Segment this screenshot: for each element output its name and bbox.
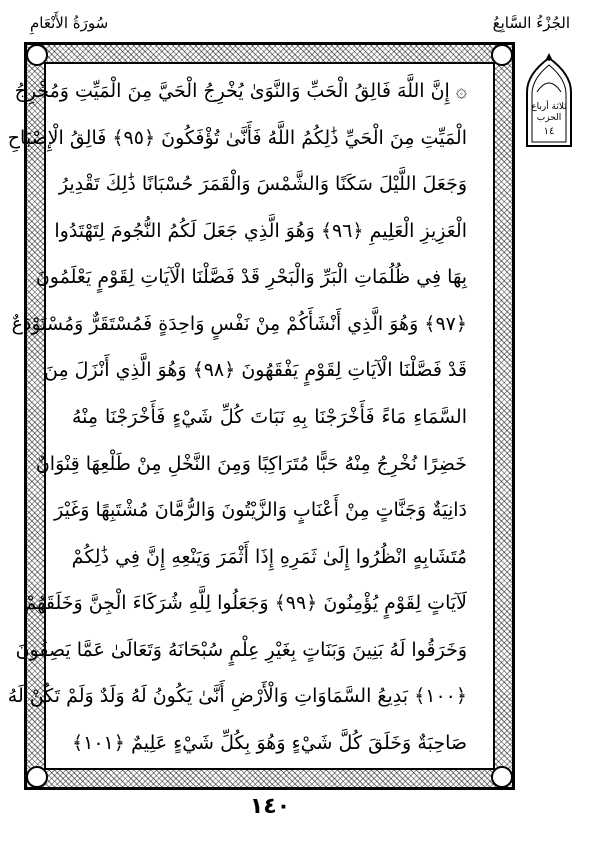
verse-line: صَاحِبَةٌ وَخَلَقَ كُلَّ شَيْءٍ وَهُوَ بِكُلِّ شَيْءٍ عَلِيمٌ ﴿١٠١﴾ [72, 731, 467, 754]
hizb-number: ١٤ [543, 126, 555, 137]
verse-line: وَجَعَلَ اللَّيْلَ سَكَنًا وَالشَّمْسَ وَالْقَمَرَ حُسْبَانًا ذَٰلِكَ تَقْدِيرُ [58, 173, 467, 196]
surah-name-header: سُورَةُ الأَنْعَامِ [30, 14, 109, 32]
page-number: ١٤٠ [249, 794, 291, 819]
verse-line: خَضِرًا نُخْرِجُ مِنْهُ حَبًّا مُتَرَاكِبًا وَمِنَ النَّخْلِ مِنْ طَلْعِهَا قِنْوَانٌ [35, 452, 467, 475]
verse-line: مُتَشَابِهٍ انْظُرُوا إِلَىٰ ثَمَرِهِ إِذَا أَثْمَرَ وَيَنْعِهِ إِنَّ فِي ذَٰلِكُمْ [71, 545, 467, 568]
verse-line: الْعَزِيزِ الْعَلِيمِ ﴿٩٦﴾ وَهُوَ الَّذِي جَعَلَ لَكُمُ النُّجُومَ لِتَهْتَدُوا [54, 219, 467, 242]
text-area [7, 62, 495, 770]
verse-line: دَانِيَةٌ وَجَنَّاتٍ مِنْ أَعْنَابٍ وَالزَّيْتُونَ وَالرُّمَّانَ مُشْتَبِهًا وَغَيْرَ [54, 499, 467, 522]
verse-line: وَخَرَقُوا لَهُ بَنِينَ وَبَنَاتٍ بِغَيْرِ عِلْمٍ سُبْحَانَهُ وَتَعَالَىٰ عَمَّا يَصِفُونَ [15, 638, 467, 661]
verse-text-block [7, 72, 467, 762]
verse-line: قَدْ فَصَّلْنَا الْآيَاتِ لِقَوْمٍ يَفْقَهُونَ ﴿٩٨﴾ وَهُوَ الَّذِي أَنْزَلَ مِنَ [44, 359, 467, 382]
juz-name-header: الجُزْءُ السَّابِعُ [492, 14, 570, 32]
verse-line: السَّمَاءِ مَاءً فَأَخْرَجْنَا بِهِ نَبَاتَ كُلِّ شَيْءٍ فَأَخْرَجْنَا مِنْهُ [72, 405, 467, 428]
verse-line: ﴿١٠٠﴾ بَدِيعُ السَّمَاوَاتِ وَالْأَرْضِ أَنَّىٰ يَكُونُ لَهُ وَلَدٌ وَلَمْ تَكُنْ لَهُ [7, 685, 467, 708]
ornamental-border-frame [7, 42, 515, 790]
hizb-label: ثلاثة أرباع الحزب [531, 102, 567, 123]
verse-line: ﴿٩٧﴾ وَهُوَ الَّذِي أَنْشَأَكُمْ مِنْ نَفْسٍ وَاحِدَةٍ فَمُسْتَقَرٌّ وَمُسْتَوْدَعٌ [11, 312, 467, 335]
verse-line: بِهَا فِي ظُلُمَاتِ الْبَرِّ وَالْبَحْرِ قَدْ فَصَّلْنَا الْآيَاتِ لِقَوْمٍ يَعْلَمُونَ [35, 266, 467, 289]
verse-line: ۞ إِنَّ اللَّهَ فَالِقُ الْحَبِّ وَالنَّوَىٰ يُخْرِجُ الْحَيَّ مِنَ الْمَيِّتِ وَمُخْرِجُ [14, 80, 467, 102]
verse-line: لَآيَاتٍ لِقَوْمٍ يُؤْمِنُونَ ﴿٩٩﴾ وَجَعَلُوا لِلَّهِ شُرَكَاءَ الْجِنَّ وَخَلَقَهُمْ [24, 592, 467, 615]
hizb-marker-badge [523, 52, 575, 148]
verse-line: الْمَيِّتِ مِنَ الْحَيِّ ذَٰلِكُمُ اللَّهُ فَأَنَّىٰ تُؤْفَكُونَ ﴿٩٥﴾ فَالِقُ الْإِصْبَاحِ [7, 126, 467, 149]
